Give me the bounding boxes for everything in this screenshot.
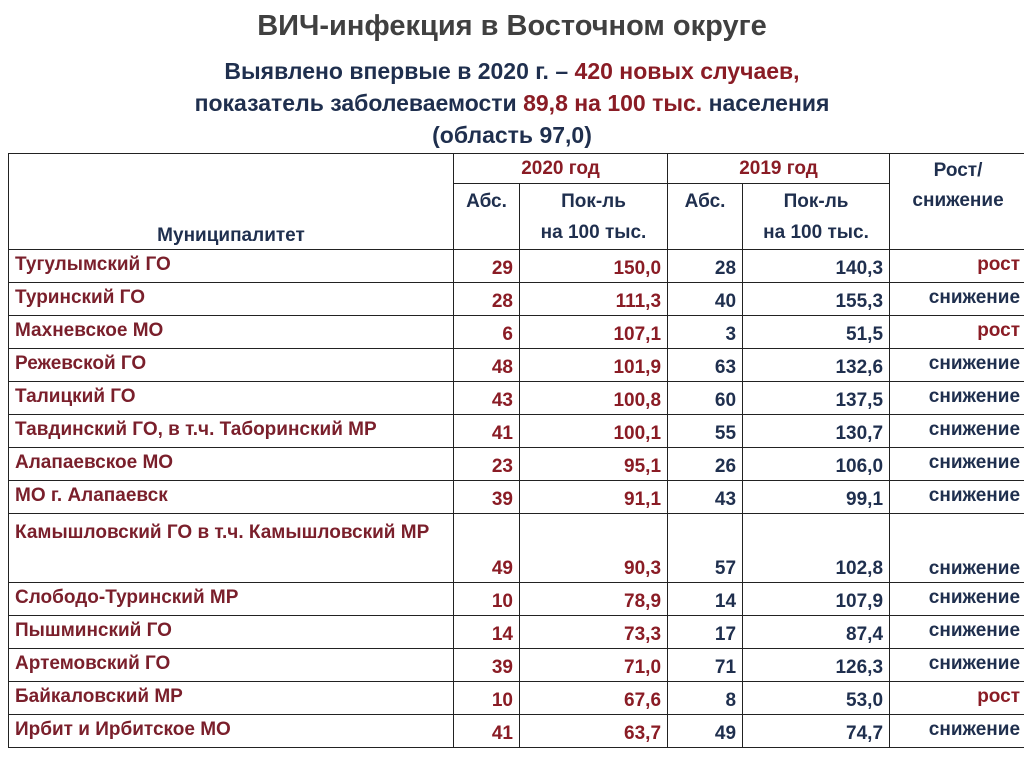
abs-2019-cell: 28 [668, 250, 743, 283]
trend-cell: снижение [890, 715, 1024, 748]
table-row [9, 283, 1024, 316]
municipality-cell: Камышловский ГО в т.ч. Камышловский МР [9, 514, 454, 583]
incidence-rate-highlight: 89,8 на 100 тыс. [523, 90, 703, 116]
abs-2020-cell: 10 [454, 682, 520, 715]
subtitle-line-1 [0, 55, 1024, 87]
rate-2019-cell: 155,3 [743, 283, 890, 316]
municipality-cell: Режевской ГО [9, 349, 454, 382]
rate-2020-cell: 73,3 [520, 616, 668, 649]
municipality-cell: Алапаевское МО [9, 448, 454, 481]
abs-2020-cell: 41 [454, 415, 520, 448]
trend-cell: снижение [890, 583, 1024, 616]
abs-2020-cell: 41 [454, 715, 520, 748]
municipality-cell: Ирбит и Ирбитское МО [9, 715, 454, 748]
table-row [9, 415, 1024, 448]
table-row [9, 583, 1024, 616]
rate-2019-cell: 102,8 [743, 514, 890, 583]
rate-2020-cell: 91,1 [520, 481, 668, 514]
municipality-cell: Туринский ГО [9, 283, 454, 316]
trend-cell: снижение [890, 382, 1024, 415]
table-row [9, 448, 1024, 481]
table-row [9, 481, 1024, 514]
rate-2019-cell: 132,6 [743, 349, 890, 382]
subtitle-line-3: (область 97,0) [432, 122, 592, 148]
subtitle-text: населения [708, 90, 830, 116]
rate-2019-cell: 53,0 [743, 682, 890, 715]
municipality-cell: Байкаловский МР [9, 682, 454, 715]
rate-2019-cell: 137,5 [743, 382, 890, 415]
abs-2019-cell: 14 [668, 583, 743, 616]
municipality-cell: Тавдинский ГО, в т.ч. Таборинский МР [9, 415, 454, 448]
abs-2019-cell: 26 [668, 448, 743, 481]
table-row [9, 316, 1024, 349]
abs-2020-cell: 49 [454, 514, 520, 583]
abs-2019-cell: 49 [668, 715, 743, 748]
municipality-cell: Слободо-Туринский МР [9, 583, 454, 616]
abs-2019-cell: 57 [668, 514, 743, 583]
header-trend-line-2: снижение [912, 190, 1004, 211]
table-row [9, 514, 1024, 583]
rate-2020-cell: 100,1 [520, 415, 668, 448]
abs-2020-cell: 14 [454, 616, 520, 649]
rate-2020-cell: 95,1 [520, 448, 668, 481]
abs-2019-cell: 17 [668, 616, 743, 649]
rate-2019-cell: 99,1 [743, 481, 890, 514]
header-abs-2020: Абс. [454, 184, 520, 250]
abs-2019-cell: 40 [668, 283, 743, 316]
municipality-cell: Талицкий ГО [9, 382, 454, 415]
rate-2020-cell: 67,6 [520, 682, 668, 715]
abs-2020-cell: 43 [454, 382, 520, 415]
subtitle-line-2 [0, 87, 1024, 119]
header-trend-line-1: Рост/ [933, 160, 983, 181]
trend-cell: снижение [890, 616, 1024, 649]
rate-2019-cell: 87,4 [743, 616, 890, 649]
abs-2020-cell: 39 [454, 649, 520, 682]
trend-cell: снижение [890, 415, 1024, 448]
abs-2019-cell: 55 [668, 415, 743, 448]
rate-2020-cell: 150,0 [520, 250, 668, 283]
header-rate-line-1: Пок-ль [783, 191, 849, 212]
trend-cell: снижение [890, 514, 1024, 583]
abs-2019-cell: 71 [668, 649, 743, 682]
municipality-cell: Пышминский ГО [9, 616, 454, 649]
abs-2020-cell: 23 [454, 448, 520, 481]
header-rate-line-1: Пок-ль [561, 191, 626, 212]
rate-2020-cell: 90,3 [520, 514, 668, 583]
header-rate-2020 [520, 184, 668, 250]
trend-cell: рост [890, 316, 1024, 349]
rate-2019-cell: 74,7 [743, 715, 890, 748]
table-row [9, 682, 1024, 715]
header-rate-line-2: на 100 тыс. [540, 222, 647, 243]
table-row [9, 616, 1024, 649]
municipality-cell: Тугулымский ГО [9, 250, 454, 283]
abs-2019-cell: 60 [668, 382, 743, 415]
rate-2020-cell: 78,9 [520, 583, 668, 616]
rate-2020-cell: 100,8 [520, 382, 668, 415]
trend-cell: снижение [890, 283, 1024, 316]
abs-2019-cell: 3 [668, 316, 743, 349]
abs-2019-cell: 43 [668, 481, 743, 514]
subtitle-text: Выявлено впервые в 2020 г. – [224, 58, 569, 84]
abs-2020-cell: 39 [454, 481, 520, 514]
rate-2019-cell: 126,3 [743, 649, 890, 682]
header-municipality: Муниципалитет [9, 154, 454, 250]
header-abs-2019: Абс. [668, 184, 743, 250]
rate-2020-cell: 107,1 [520, 316, 668, 349]
table-row [9, 649, 1024, 682]
abs-2020-cell: 29 [454, 250, 520, 283]
abs-2019-cell: 63 [668, 349, 743, 382]
header-year-2020: 2020 год [454, 154, 668, 184]
abs-2019-cell: 8 [668, 682, 743, 715]
table-row [9, 250, 1024, 283]
rate-2019-cell: 51,5 [743, 316, 890, 349]
header-rate-line-2: на 100 тыс. [763, 222, 869, 243]
trend-cell: снижение [890, 349, 1024, 382]
abs-2020-cell: 6 [454, 316, 520, 349]
rate-2020-cell: 111,3 [520, 283, 668, 316]
trend-cell: рост [890, 250, 1024, 283]
abs-2020-cell: 10 [454, 583, 520, 616]
rate-2019-cell: 130,7 [743, 415, 890, 448]
abs-2020-cell: 48 [454, 349, 520, 382]
abs-2020-cell: 28 [454, 283, 520, 316]
rate-2019-cell: 107,9 [743, 583, 890, 616]
new-cases-highlight: 420 новых случаев, [574, 58, 800, 84]
header-trend [890, 154, 1024, 250]
rate-2019-cell: 140,3 [743, 250, 890, 283]
rate-2020-cell: 71,0 [520, 649, 668, 682]
header-rate-2019 [743, 184, 890, 250]
page-title: ВИЧ-инфекция в Восточном округе [257, 10, 767, 42]
municipality-cell: Махневское МО [9, 316, 454, 349]
municipality-cell: Артемовский ГО [9, 649, 454, 682]
header-year-2019: 2019 год [668, 154, 890, 184]
trend-cell: снижение [890, 481, 1024, 514]
table-row [9, 715, 1024, 748]
rate-2020-cell: 63,7 [520, 715, 668, 748]
table-row [9, 349, 1024, 382]
trend-cell: рост [890, 682, 1024, 715]
rate-2020-cell: 101,9 [520, 349, 668, 382]
table-row [9, 382, 1024, 415]
trend-cell: снижение [890, 448, 1024, 481]
table-body [9, 250, 1024, 748]
trend-cell: снижение [890, 649, 1024, 682]
subtitle-text: показатель заболеваемости [194, 90, 517, 116]
hiv-table [8, 153, 1024, 748]
municipality-cell: МО г. Алапаевск [9, 481, 454, 514]
subtitle [0, 55, 1024, 151]
rate-2019-cell: 106,0 [743, 448, 890, 481]
